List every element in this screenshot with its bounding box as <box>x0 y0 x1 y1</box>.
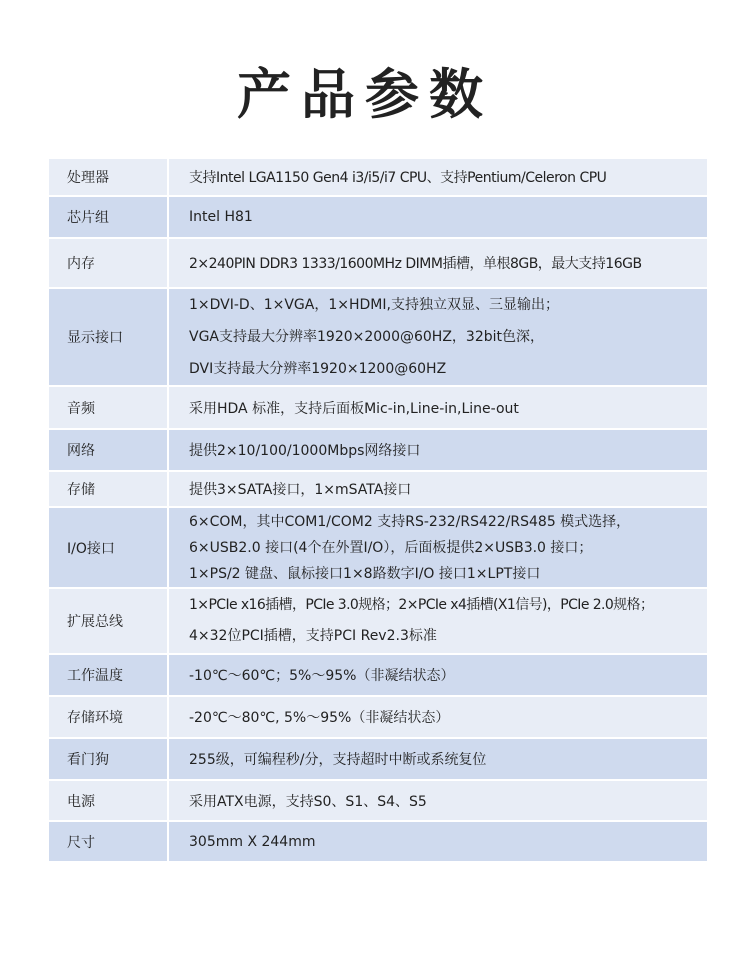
table-row-operating-temp <box>49 654 707 696</box>
spec-value <box>168 738 707 780</box>
spec-value-line: DVI支持最大分辨率1920×1200@60HZ <box>189 361 447 377</box>
table-row-io <box>49 507 707 588</box>
spec-value <box>168 288 707 386</box>
table-row-audio <box>49 386 707 429</box>
spec-value-line: VGA支持最大分辨率1920×2000@60HZ，32bit色深， <box>189 329 545 345</box>
spec-value-line: 4×32位PCI插槽，支持PCI Rev2.3标准 <box>189 628 437 644</box>
spec-label: 处理器 <box>49 159 168 196</box>
table-row-memory <box>49 238 707 288</box>
spec-value-line: 2×240PIN DDR3 1333/1600MHz DIMM插槽，单根8GB，最大支持16GB <box>189 256 642 272</box>
spec-value-line: 支持Intel LGA1150 Gen4 i3/i5/i7 CPU、支持Pentium/Celeron CPU <box>189 170 607 186</box>
spec-value <box>168 821 707 862</box>
spec-value <box>168 588 707 654</box>
spec-value <box>168 780 707 821</box>
spec-value <box>168 196 707 238</box>
spec-table <box>49 159 707 863</box>
spec-label: 电源 <box>49 780 168 821</box>
spec-value <box>168 696 707 738</box>
spec-label: 存储 <box>49 471 168 507</box>
table-row-dimensions <box>49 821 707 862</box>
page-title: 产品参数 <box>237 63 493 126</box>
spec-value <box>168 654 707 696</box>
spec-value-line: 采用HDA 标准，支持后面板Mic-in,Line-in,Line-out <box>189 400 519 417</box>
spec-label: 内存 <box>49 238 168 288</box>
spec-value-line: 1×PS/2 键盘、鼠标接口1×8路数字I/O 接口1×LPT接口 <box>189 565 541 582</box>
spec-value <box>168 471 707 507</box>
table-row-expansion <box>49 588 707 654</box>
spec-value-line: 255级，可编程秒/分，支持超时中断或系统复位 <box>189 752 487 768</box>
spec-value <box>168 429 707 471</box>
spec-value-line: -20℃～80℃, 5%～95%（非凝结状态） <box>189 710 450 726</box>
spec-label: 看门狗 <box>49 738 168 780</box>
spec-value-line: Intel H81 <box>189 209 253 225</box>
spec-value-line: 6×USB2.0 接口(4个在外置I/O），后面板提供2×USB3.0 接口； <box>189 539 593 556</box>
spec-value-line: 提供2×10/100/1000Mbps网络接口 <box>189 443 421 459</box>
spec-value-line: 1×DVI-D、1×VGA，1×HDMI,支持独立双显、三显输出； <box>189 297 559 313</box>
spec-value <box>168 238 707 288</box>
table-row-display <box>49 288 707 386</box>
spec-label: 存储环境 <box>49 696 168 738</box>
spec-value-line: 1×PCIe x16插槽，PCIe 3.0规格；2×PCIe x4插槽(X1信号)，PCIe 2.0规格； <box>189 597 654 613</box>
table-row-chipset <box>49 196 707 238</box>
spec-value-line: 6×COM，其中COM1/COM2 支持RS-232/RS422/RS485 模式选择， <box>189 513 631 530</box>
spec-value-line: 提供3×SATA接口，1×mSATA接口 <box>189 482 412 498</box>
table-row-network <box>49 429 707 471</box>
spec-label: 尺寸 <box>49 821 168 862</box>
spec-label: 芯片组 <box>49 196 168 238</box>
spec-label: 音频 <box>49 386 168 429</box>
spec-value-line: 采用ATX电源，支持S0、S1、S4、S5 <box>189 793 427 810</box>
spec-value <box>168 386 707 429</box>
spec-value-line: -10℃～60℃；5%～95%（非凝结状态） <box>189 668 455 684</box>
spec-label: 显示接口 <box>49 288 168 386</box>
spec-label: 工作温度 <box>49 654 168 696</box>
spec-value-line: 305mm X 244mm <box>189 833 316 850</box>
table-row-storage <box>49 471 707 507</box>
spec-value <box>168 159 707 196</box>
table-row-storage-env <box>49 696 707 738</box>
spec-label: I/O接口 <box>49 507 168 588</box>
table-row-watchdog <box>49 738 707 780</box>
spec-label: 网络 <box>49 429 168 471</box>
table-row-processor <box>49 159 707 196</box>
table-row-power <box>49 780 707 821</box>
spec-label: 扩展总线 <box>49 588 168 654</box>
spec-value <box>168 507 707 588</box>
